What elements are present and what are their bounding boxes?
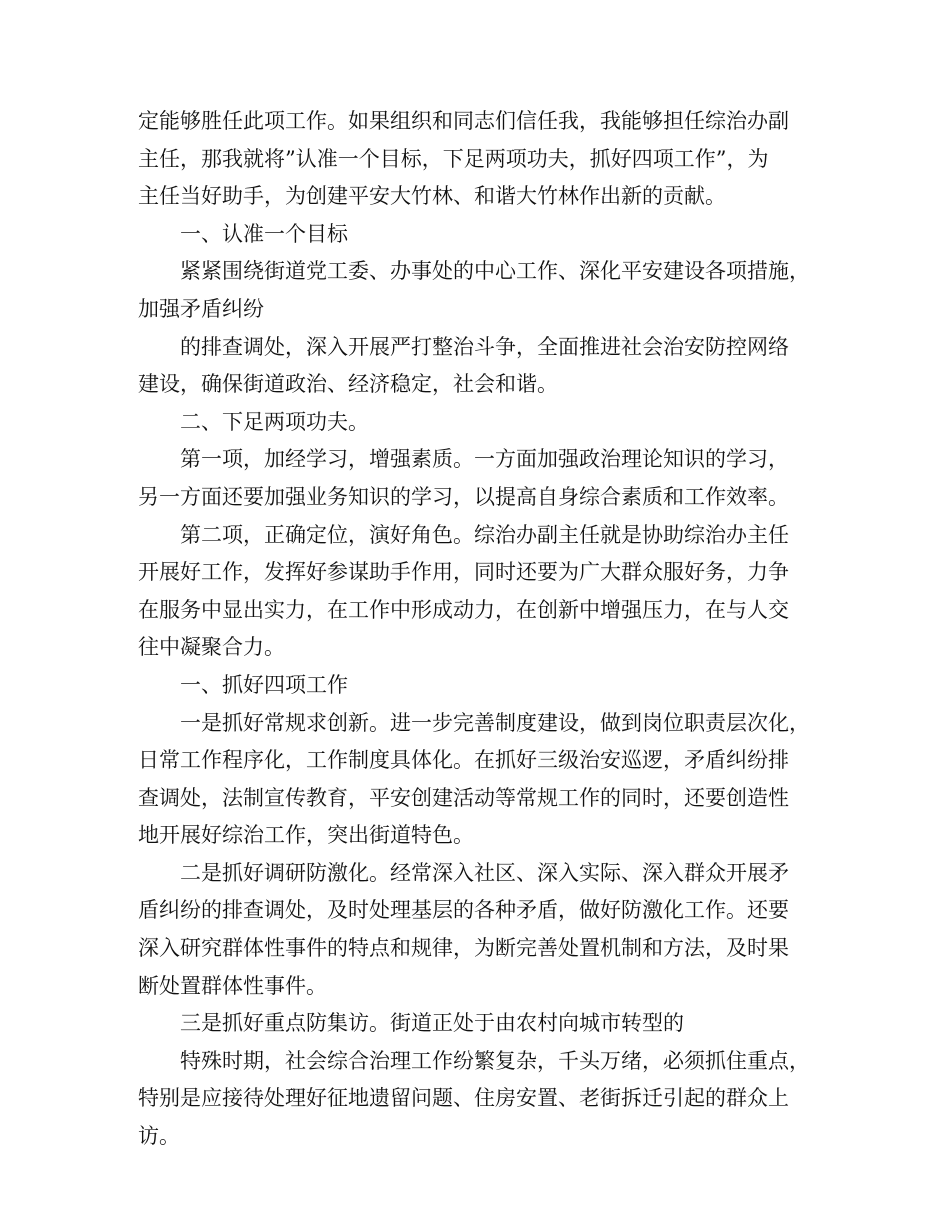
section-heading (138, 216, 818, 254)
text-line: 二是抓好调研防激化。经常深入社区、深入实际、深入群众开展矛 (180, 860, 789, 885)
text-line: 主任，那我就将”认准一个目标，下足两项功夫，抓好四项工作”，为 (138, 146, 769, 171)
text-line: 另一方面还要加强业务知识的学习，以提高自身综合素质和工作效率。 (138, 484, 789, 509)
text-line: 地开展好综治工作，突出街道特色。 (138, 823, 474, 848)
paragraph (138, 517, 818, 667)
paragraph (138, 855, 818, 1005)
text-line: 一、认准一个目标 (180, 221, 348, 246)
text-line: 开展好工作，发挥好参谋助手作用，同时还要为广大群众服好务，力争 (138, 560, 789, 585)
text-line: 在服务中显出实力，在工作中形成动力，在创新中增强压力，在与人交 (138, 597, 789, 622)
paragraph (138, 1005, 818, 1043)
document-body (138, 103, 818, 1156)
text-line: 断处置群体性事件。 (138, 973, 327, 998)
text-line: 深入研究群体性事件的特点和规律，为断完善处置机制和方法，及时果 (138, 936, 789, 961)
text-line: 二、下足两项功夫。 (180, 409, 369, 434)
text-line: 日常工作程序化，工作制度具体化。在抓好三级治安巡逻，矛盾纠纷排 (138, 748, 789, 773)
text-line: 三是抓好重点防集访。街道正处于由农村向城市转型的 (180, 1011, 684, 1036)
paragraph (138, 329, 818, 404)
text-line: 一、抓好四项工作 (180, 672, 348, 697)
section-heading (138, 404, 818, 442)
text-line: 特别是应接待处理好征地遗留问题、住房安置、老街拆迁引起的群众上 (138, 1086, 789, 1111)
text-line: 特殊时期，社会综合治理工作纷繁复杂，千头万绪，必须抓住重点， (180, 1048, 810, 1073)
paragraph (138, 103, 818, 216)
paragraph (138, 1043, 818, 1156)
text-line: 往中凝聚合力。 (138, 635, 285, 660)
text-line: 主任当好助手，为创建平安大竹林、和谐大竹林作出新的贡献。 (138, 184, 726, 209)
text-line: 定能够胜任此项工作。如果组织和同志们信任我，我能够担任综治办副 (138, 109, 789, 133)
text-line: 第二项，正确定位，演好角色。综治办副主任就是协助综治办主任 (180, 522, 789, 547)
text-line: 查调处，法制宣传教育，平安创建活动等常规工作的同时，还要创造性 (138, 785, 789, 810)
paragraph (138, 253, 818, 328)
text-line: 建设，确保街道政治、经济稳定，社会和谐。 (138, 372, 558, 397)
text-line: 紧紧围绕街道党工委、办事处的中心工作、深化平安建设各项措施， (180, 259, 810, 284)
paragraph (138, 441, 818, 516)
text-line: 访。 (138, 1124, 180, 1149)
text-line: 一是抓好常规求创新。进一步完善制度建设，做到岗位职责层次化， (180, 710, 810, 735)
text-line: 盾纠纷的排查调处，及时处理基层的各种矛盾，做好防激化工作。还要 (138, 898, 789, 923)
text-line: 加强矛盾纠纷 (138, 296, 264, 321)
section-heading (138, 667, 818, 705)
text-line: 第一项，加经学习，增强素质。一方面加强政治理论知识的学习， (180, 447, 789, 472)
paragraph (138, 705, 818, 855)
text-line: 的排查调处，深入开展严打整治斗争，全面推进社会治安防控网络 (180, 334, 789, 359)
